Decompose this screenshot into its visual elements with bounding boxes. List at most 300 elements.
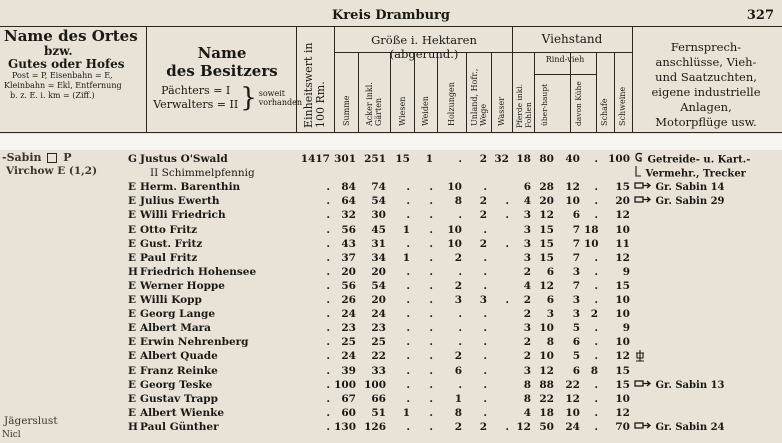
cell-summe: 67 [341, 392, 356, 405]
header-summe: Summe [342, 95, 351, 126]
cell-unland: 2 [479, 237, 487, 250]
cell-summe: 56 [341, 279, 356, 292]
table-header [0, 26, 782, 134]
cell-weiden: . [429, 420, 433, 433]
cell-name: Gust. Fritz [140, 237, 203, 250]
cell-unland: . [483, 223, 487, 236]
cell-pferde: 3 [523, 322, 531, 335]
cell-wiesen: 15 [395, 153, 410, 165]
cell-note: Gr. Sabin 13 [634, 378, 780, 393]
cell-kuehe: 40 [565, 153, 580, 165]
cell-name: Georg Teske [140, 378, 213, 391]
cell-weiden: . [429, 364, 433, 377]
header-wasser: Wasser [497, 96, 506, 126]
table-row [0, 335, 782, 350]
cell-pferde: 2 [523, 336, 531, 349]
cell-wasser: . [505, 195, 509, 208]
cell-rind: 15 [539, 251, 554, 264]
cell-pferde: 4 [523, 279, 531, 292]
cell-weiden: . [429, 237, 433, 250]
cell-summe: 56 [341, 223, 356, 236]
header-bottom-rule [0, 132, 782, 133]
cell-summe: 43 [341, 237, 356, 250]
cell-ew: . [326, 265, 330, 278]
cell-schweine: 10 [615, 308, 630, 321]
cell-schweine: 12 [615, 209, 630, 222]
cell-ew: . [326, 294, 330, 306]
cell-schweine: 20 [615, 195, 630, 208]
cell-wiesen: . [406, 322, 410, 335]
cell-weiden: 1 [425, 153, 433, 165]
cell-weiden: . [429, 294, 433, 306]
cell-note: Gr. Sabin 29 [634, 194, 780, 209]
cell-acker: 25 [371, 336, 386, 349]
header-einheitswert: Einheitswert in 100 Rm. [302, 42, 327, 128]
cell-kuehe: 6 [572, 364, 580, 377]
cell-holz: 8 [454, 406, 462, 419]
cell-summe: 39 [341, 364, 356, 377]
cell-name: Paul Günther [140, 420, 219, 433]
cell-schafe: . [594, 392, 598, 405]
cell-code: E [128, 364, 137, 377]
cell-wiesen: 1 [402, 223, 410, 236]
cell-schafe: . [594, 265, 598, 278]
cell-summe: 84 [341, 181, 356, 194]
cell-wiesen: . [406, 378, 410, 391]
cell-pferde: 2 [523, 308, 531, 321]
header-ueberhaupt: über-haupt [540, 83, 549, 126]
cell-schweine: 9 [622, 322, 630, 335]
table-row [0, 307, 782, 322]
cell-name: Franz Reinke [140, 364, 218, 377]
cell-rind: 80 [539, 153, 554, 165]
cell-name: Albert Mara [140, 322, 211, 335]
cell-holz: 10 [447, 181, 462, 194]
cell-name: Georg Lange [140, 308, 216, 321]
cell-ew: . [326, 336, 330, 349]
page-title: Kreis Dramburg [332, 8, 450, 23]
cell-weiden: . [429, 322, 433, 335]
cell-holz: . [458, 265, 462, 278]
cell-holz: 2 [454, 279, 462, 292]
cell-schafe: . [594, 406, 598, 419]
cell-wiesen: . [406, 420, 410, 433]
header-groesse-group: Größe i. Hektaren (abgerund.) [371, 33, 477, 61]
cell-code: E [128, 237, 137, 250]
cell-acker: 54 [371, 195, 386, 208]
cell-summe: 23 [341, 322, 356, 335]
cell-holz: . [458, 378, 462, 391]
cell-summe: 32 [341, 209, 356, 222]
cell-code: E [128, 350, 137, 363]
cell-weiden: . [429, 350, 433, 363]
cell-kuehe: 7 [572, 223, 580, 236]
cell-name: Albert Quade [140, 350, 218, 363]
cell-unland: . [483, 392, 487, 405]
cell-pferde: 3 [523, 209, 531, 222]
cell-pferde: 2 [523, 350, 531, 363]
cell-kuehe: 22 [565, 378, 580, 391]
table-row [0, 293, 782, 308]
cell-schweine: 9 [622, 265, 630, 278]
cell-rind: 8 [546, 336, 554, 349]
cell-holz: . [458, 153, 462, 165]
cell-name: Paul Fritz [140, 251, 198, 264]
cell-name: Gustav Trapp [140, 392, 218, 405]
cell-pferde: 8 [523, 392, 531, 405]
table-row [0, 152, 782, 167]
cell-wasser: . [505, 209, 509, 222]
cell-unland: . [483, 406, 487, 419]
cell-acker: 251 [364, 153, 386, 165]
cell-schweine: 10 [615, 294, 630, 306]
cell-weiden: . [429, 209, 433, 222]
cell-pferde: 2 [523, 294, 531, 306]
cell-schafe: . [594, 181, 598, 194]
cell-summe: 24 [341, 308, 356, 321]
cell-ew: . [326, 223, 330, 236]
cell-rind: 50 [539, 420, 554, 433]
cell-acker: 54 [371, 279, 386, 292]
cell-ew: . [326, 392, 330, 405]
cell-ew: . [326, 406, 330, 419]
cell-rind: 10 [539, 350, 554, 363]
cell-wiesen: . [406, 350, 410, 363]
header-davon-kuehe: davon Kühe [574, 81, 583, 126]
cell-weiden: . [429, 308, 433, 321]
cell-unland: 3 [479, 294, 487, 306]
cell-code: E [128, 336, 137, 349]
cell-pferde: 4 [523, 195, 531, 208]
cell-unland: . [483, 378, 487, 391]
header-holzungen: Holzungen [447, 82, 456, 126]
cell-holz: . [458, 336, 462, 349]
cell-rind: 15 [539, 237, 554, 250]
cell-weiden: . [429, 223, 433, 236]
cell-ew: . [326, 251, 330, 264]
header-viehstand: Viehstand [541, 32, 603, 46]
cell-wasser: 32 [494, 153, 509, 165]
cell-wiesen: 1 [402, 251, 410, 264]
cell-rind: 12 [539, 209, 554, 222]
header-besitzer: Name des Besitzers Pächters = I Verwalters = II } soweit vorhanden [153, 44, 302, 113]
cell-acker: 20 [371, 265, 386, 278]
cell-summe: 301 [334, 153, 356, 165]
cell-schweine: 15 [615, 364, 630, 377]
header-fernsprech: Fernsprech- anschlüsse, Vieh- und Saatzuchten, eigene industrielle Anlagen, Motorpflüge usw. [651, 40, 761, 129]
cell-unland: . [483, 350, 487, 363]
header-pferde: Pferde inkl. Fohlen [515, 83, 533, 128]
cell-schweine: 70 [615, 420, 630, 433]
cell-name: Willi Friedrich [140, 209, 226, 222]
cell-ew: . [326, 237, 330, 250]
cell-ew: . [326, 308, 330, 321]
table-row [0, 406, 782, 421]
cell-acker: 66 [371, 392, 386, 405]
cell-weiden: . [429, 336, 433, 349]
cell-summe: 130 [334, 420, 356, 433]
cell-name: Erwin Nehrenberg [140, 336, 249, 349]
cell-summe: 60 [341, 406, 356, 419]
cell-ew: . [326, 420, 330, 433]
cell-rind: 3 [546, 308, 554, 321]
cell-wiesen: . [406, 308, 410, 321]
cell-unland: 2 [479, 420, 487, 433]
cell-rind: 18 [539, 406, 554, 419]
cell-kuehe: 5 [572, 350, 580, 363]
cell-rind: 22 [539, 392, 554, 405]
table-row [0, 166, 782, 181]
cell-kuehe: 24 [565, 420, 580, 433]
cell-unland: . [483, 308, 487, 321]
cell-schafe: 18 [584, 223, 599, 236]
table-row [0, 420, 782, 435]
table-row [0, 265, 782, 280]
table-row [0, 378, 782, 393]
cell-wiesen: . [406, 237, 410, 250]
cell-schafe: . [594, 378, 598, 391]
cell-ew: . [326, 195, 330, 208]
cell-weiden: . [429, 195, 433, 208]
cell-rind: 12 [539, 364, 554, 377]
cell-schafe: 2 [590, 308, 598, 321]
telephone-icon [634, 420, 652, 435]
cell-ew: . [326, 364, 330, 377]
cell-name: Herm. Barenthin [140, 181, 241, 194]
cell-wiesen: . [406, 364, 410, 377]
cell-schweine: 10 [615, 392, 630, 405]
table-row [0, 180, 782, 195]
cell-rind: 28 [539, 181, 554, 194]
cell-kuehe: 10 [565, 195, 580, 208]
cell-summe: 100 [334, 378, 356, 391]
cell-summe: 64 [341, 195, 356, 208]
cell-acker: 126 [364, 420, 386, 433]
cell-holz: 2 [454, 350, 462, 363]
cell-ew: . [326, 181, 330, 194]
cell-schafe: . [594, 153, 598, 165]
cell-acker: 51 [371, 406, 386, 419]
cell-wiesen: . [406, 209, 410, 222]
cell-wiesen: . [406, 265, 410, 278]
table-row [0, 321, 782, 336]
cell-code: E [128, 378, 137, 391]
cell-code: G [128, 153, 137, 165]
cell-schafe: 8 [590, 364, 598, 377]
cell-schweine: 15 [615, 279, 630, 292]
cell-code: E [128, 195, 137, 208]
cell-schweine: 12 [615, 251, 630, 264]
table-row [0, 349, 782, 364]
cell-holz: 10 [447, 223, 462, 236]
cell-schafe: . [594, 420, 598, 433]
cell-code: E [128, 279, 137, 292]
cell-holz: . [458, 209, 462, 222]
cell-acker: 20 [371, 294, 386, 306]
cell-schweine: 12 [615, 406, 630, 419]
cell-kuehe: 6 [572, 336, 580, 349]
cell-weiden: . [429, 265, 433, 278]
cell-code: E [128, 223, 137, 236]
cell-wasser: . [505, 237, 509, 250]
cell-code: E [128, 181, 137, 194]
cell-acker: 34 [371, 251, 386, 264]
cell-acker: 45 [371, 223, 386, 236]
table-row [0, 208, 782, 223]
cell-acker: 100 [364, 378, 386, 391]
cell-kuehe: 5 [572, 322, 580, 335]
cell-acker: 24 [371, 308, 386, 321]
table-row [0, 279, 782, 294]
cell-unland: . [483, 251, 487, 264]
telephone-icon [634, 194, 652, 209]
cell-rind: 10 [539, 322, 554, 335]
cell-kuehe: 7 [572, 279, 580, 292]
cell-kuehe: 3 [572, 294, 580, 306]
header-unland: Unland, Hofr., Wege [470, 68, 488, 126]
cell-holz: 2 [454, 251, 462, 264]
cell-kuehe: 10 [565, 406, 580, 419]
cell-weiden: . [429, 279, 433, 292]
header-ortes-title: Name des Ortes [4, 27, 138, 45]
cell-unland: 2 [479, 209, 487, 222]
cell-holz: . [458, 308, 462, 321]
cell-schafe: . [594, 336, 598, 349]
cell-acker: 33 [371, 364, 386, 377]
cell-wasser: . [505, 420, 509, 433]
cell-kuehe: 12 [565, 181, 580, 194]
table-row [0, 251, 782, 266]
cell-rind: 12 [539, 279, 554, 292]
cell-summe: 25 [341, 336, 356, 349]
cell-rind: 6 [546, 294, 554, 306]
cell-code: E [128, 322, 137, 335]
cell-unland: . [483, 265, 487, 278]
cell-wiesen: . [406, 294, 410, 306]
cell-weiden: . [429, 406, 433, 419]
cell-unland: . [483, 336, 487, 349]
cell-name: Albert Wienke [140, 406, 225, 419]
cell-code: E [128, 251, 137, 264]
table-row [0, 237, 782, 252]
cell-note: Getreide- u. Kart.- [634, 152, 780, 168]
cell-unland: 2 [479, 195, 487, 208]
cell-kuehe: 3 [572, 308, 580, 321]
cell-ew: . [326, 279, 330, 292]
cell-kuehe: 7 [572, 237, 580, 250]
cell-ew: 1417 [300, 153, 330, 165]
cell-ew: . [326, 322, 330, 335]
cell-rind: 15 [539, 223, 554, 236]
cell-schafe: . [594, 251, 598, 264]
header-rindvieh: Rind-vieh [545, 55, 585, 64]
cell-schweine: 10 [615, 223, 630, 236]
cell-unland: . [483, 322, 487, 335]
cell-acker: 30 [371, 209, 386, 222]
cell-wiesen: . [406, 181, 410, 194]
cell-kuehe: 7 [572, 251, 580, 264]
cell-weiden: . [429, 251, 433, 264]
cell-schweine: 10 [615, 336, 630, 349]
header-schafe: Schafe [600, 98, 609, 126]
header-weiden: Weiden [421, 96, 430, 126]
cell-summe: 26 [341, 294, 356, 306]
cell-kuehe: 12 [565, 392, 580, 405]
cell-schafe: . [594, 279, 598, 292]
place-jaegerslust-sub: Nicl [2, 430, 21, 440]
cell-holz: 8 [454, 195, 462, 208]
cell-unland: . [483, 181, 487, 194]
cell-schafe: . [594, 209, 598, 222]
cell-ew: . [326, 378, 330, 391]
cell-code: H [128, 265, 138, 278]
telephone-icon [634, 378, 652, 393]
cell-code: H [128, 420, 138, 433]
cell-schweine: 100 [608, 153, 630, 165]
cell-holz: . [458, 322, 462, 335]
cell-pferde: 8 [523, 378, 531, 391]
telephone-icon [634, 180, 652, 195]
cell-acker: 74 [371, 181, 386, 194]
table-row [0, 223, 782, 238]
cell-kuehe: 3 [572, 265, 580, 278]
cell-schafe: . [594, 294, 598, 306]
cell-code: E [128, 406, 137, 419]
cell-pferde: 4 [523, 406, 531, 419]
cell-name: Willi Kopp [140, 294, 202, 306]
cell-name: Friedrich Hohensee [140, 265, 257, 278]
cell-pferde: 3 [523, 364, 531, 377]
cell-unland: . [483, 364, 487, 377]
cell-name: Otto Fritz [140, 223, 198, 236]
cell-summe: 37 [341, 251, 356, 264]
cell-name: Werner Hoppe [140, 279, 225, 292]
cell-schweine: 11 [615, 237, 630, 250]
table-row [0, 194, 782, 209]
cell-ew: . [326, 209, 330, 222]
cell-pferde: 12 [516, 420, 531, 433]
table-row [0, 364, 782, 379]
table-row [0, 392, 782, 407]
header-schweine: Schweine [618, 86, 627, 126]
cell-schafe: . [594, 350, 598, 363]
page-number: 327 [746, 8, 774, 23]
cell-summe: 20 [341, 265, 356, 278]
cell-holz: 1 [454, 392, 462, 405]
cell-pferde: 18 [516, 153, 531, 165]
cell-unland: 2 [479, 153, 487, 165]
cell-unland: . [483, 279, 487, 292]
cell-kuehe: 6 [572, 209, 580, 222]
cell-note: Gr. Sabin 14 [634, 180, 780, 195]
cell-name: Justus O'Swald [140, 153, 228, 165]
cell-summe: 24 [341, 350, 356, 363]
cell-holz: 3 [454, 294, 462, 306]
cell-rind: 20 [539, 195, 554, 208]
cell-code: E [128, 308, 137, 321]
cell-schafe: 10 [584, 237, 599, 250]
cell-wiesen: 1 [402, 406, 410, 419]
place-jaegerslust: Jägerslust [4, 415, 58, 427]
scan-gap [0, 134, 782, 150]
cell-acker: 31 [371, 237, 386, 250]
cell-pferde: 3 [523, 223, 531, 236]
cell-wiesen: . [406, 392, 410, 405]
cell-wiesen: . [406, 279, 410, 292]
cell-rind: 6 [546, 265, 554, 278]
place-virchow: Virchow E (1,2) [6, 165, 98, 177]
cell-weiden: . [429, 378, 433, 391]
